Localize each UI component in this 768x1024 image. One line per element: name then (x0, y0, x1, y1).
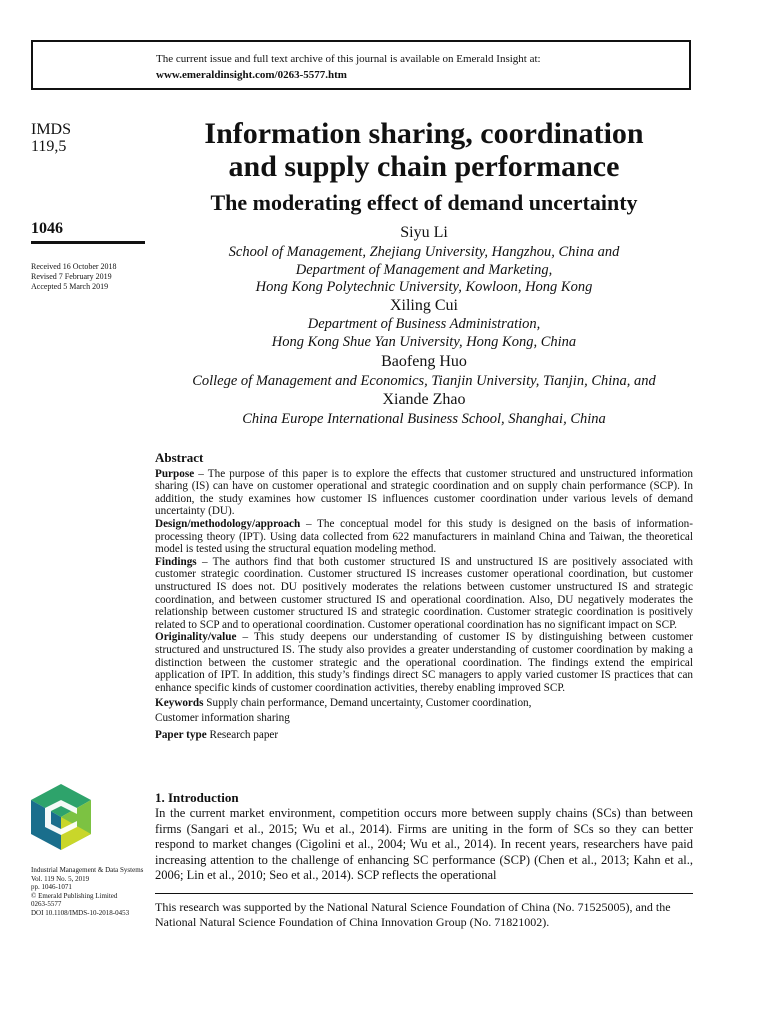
title-line: and supply chain performance (228, 150, 620, 183)
author-name: Baofeng Huo (381, 353, 467, 370)
purpose-label: Purpose (155, 467, 195, 480)
journal-abbr-text: IMDS (31, 121, 72, 138)
paper-type (155, 728, 693, 743)
purpose-text: – The purpose of this paper is to explore the effects that customer structured and unstructured information sharing (IS) can have on customer operational and strategic coordination and on supply chain performance (SCP). In addition, the study examines how customer IS influences customer coordination under various levels of demand uncertainty (DU). (155, 467, 693, 518)
footnote-rule (155, 893, 693, 894)
notice-box (31, 40, 691, 90)
affiliation-line: Hong Kong Polytechnic University, Kowloon, Hong Kong (255, 279, 593, 295)
keywords (155, 696, 693, 726)
keywords-label: Keywords (155, 697, 204, 710)
abstract-design (155, 518, 693, 556)
author-affiliation: China Europe International Business School, Shanghai, China (242, 411, 606, 427)
journal-info (31, 866, 146, 917)
abstract (155, 452, 693, 743)
accepted-date: Accepted 5 March 2019 (31, 282, 109, 291)
funding-footnote: This research was supported by the National Natural Science Foundation of China (No. 71525005), and the National Natural Science Foundation of China Innovation Group (No. 71821002). (155, 900, 671, 929)
author-name: Siyu Li (400, 224, 448, 241)
keywords-text: Supply chain performance, Demand uncertainty, Customer coordination, (203, 697, 532, 710)
paper-type-text: Research paper (206, 729, 279, 742)
abstract-heading: Abstract (155, 450, 204, 465)
journal-info-line: Vol. 119 No. 5, 2019 (31, 874, 90, 883)
journal-info-line: © Emerald Publishing Limited (31, 891, 118, 900)
journal-abbr (31, 121, 71, 155)
affiliation-line: Department of Business Administration, (307, 316, 541, 332)
volume-issue: 119,5 (31, 138, 67, 155)
page-number: 1046 (31, 220, 63, 237)
journal-info-line: Industrial Management & Data Systems (31, 866, 144, 874)
affiliation-line: Hong Kong Shue Yan University, Hong Kong, China (271, 333, 577, 350)
design-text: – The conceptual model for this study is designed on the basis of information-processing theory (IPT). Using data collected from 622 manufacturers in mainland China and Taiwan, the theoretical model is tested using the structural equation modeling method. (155, 517, 693, 556)
abstract-purpose (155, 468, 693, 518)
findings-text: – The authors find that both customer structured IS and unstructured IS are positively associated with customer strategic coordination. Customer structured IS increases customer operational coordination, but customer unstructured IS does not. DU positively moderates the relations between customer unstructured IS and strategic coordination, and between customer structured IS and operational coordination. Also, DU negatively moderates the relationship between customer structured IS and strategic coordination. Customer strategic coordination is positively related to SCP and to operational coordination. Customer operational coordination has no significant impact on SCP. (155, 555, 693, 631)
abstract-originality (155, 631, 693, 694)
title-line: Information sharing, coordination (204, 117, 644, 150)
journal-url[interactable]: www.emeraldinsight.com/0263-5577.htm (156, 69, 347, 81)
author-name: Xiande Zhao (382, 391, 466, 408)
notice-text: The current issue and full text archive of this journal is available on Emerald Insight at: (156, 53, 541, 65)
author-affiliation: College of Management and Economics, Tianjin University, Tianjin, China, and (192, 373, 656, 389)
received-date: Received 16 October 2018 (31, 262, 117, 271)
journal-info-line: pp. 1046-1071 (31, 883, 72, 891)
article-title (150, 117, 698, 183)
author-affiliation (150, 316, 698, 351)
article-subtitle: The moderating effect of demand uncertainty (210, 190, 638, 215)
page-rule (31, 241, 145, 244)
paper-type-label: Paper type (155, 729, 207, 742)
emerald-publishing-logo-icon (31, 784, 91, 850)
design-label: Design/methodology/approach (155, 517, 301, 530)
affiliation-line: School of Management, Zhejiang University, Hangzhou, China and (228, 244, 620, 260)
journal-info-line: 0263-5577 (31, 900, 62, 908)
journal-info-line: DOI 10.1108/IMDS-10-2018-0453 (31, 908, 130, 917)
keywords-text: Customer information sharing (155, 712, 290, 725)
section-heading: 1. Introduction (155, 790, 239, 805)
intro-paragraph: In the current market environment, competition occurs more between supply chains (SCs) than between firms (Sangari et al., 2015; Wu et al., 2014). Firms are uniting in the form of SCs so they can better respond to market changes (Cigolini et al., 2004; Wu et al., 2014). In recent years, researchers have paid increasing attention to the challenge of enhancing SC performance (SCP) (Chen et al., 2013; Kahn et al., 2006; Lin et al., 2010; Seo et al., 2014). SCP reflects the operational (155, 806, 693, 883)
originality-text: – This study deepens our understanding of customer IS by distinguishing between customer structured and unstructured IS. The study also provides a greater understanding of customer coordination by making a distinction between the customer strategic and the operational coordination. The findings extend the empirical application of IPT. In addition, this study’s findings direct SC managers to apply varied customer IS practices that can enhance specific kinds of customer coordination activities, thereby enabling improved SCP. (155, 631, 693, 694)
author-name: Xiling Cui (389, 297, 458, 314)
abstract-findings (155, 556, 693, 632)
affiliation-line: Department of Management and Marketing, (295, 261, 553, 278)
author-affiliation (150, 244, 698, 297)
originality-label: Originality/value (155, 631, 237, 644)
findings-label: Findings (155, 555, 197, 568)
revised-date: Revised 7 February 2019 (31, 272, 112, 281)
article-dates (31, 262, 117, 292)
